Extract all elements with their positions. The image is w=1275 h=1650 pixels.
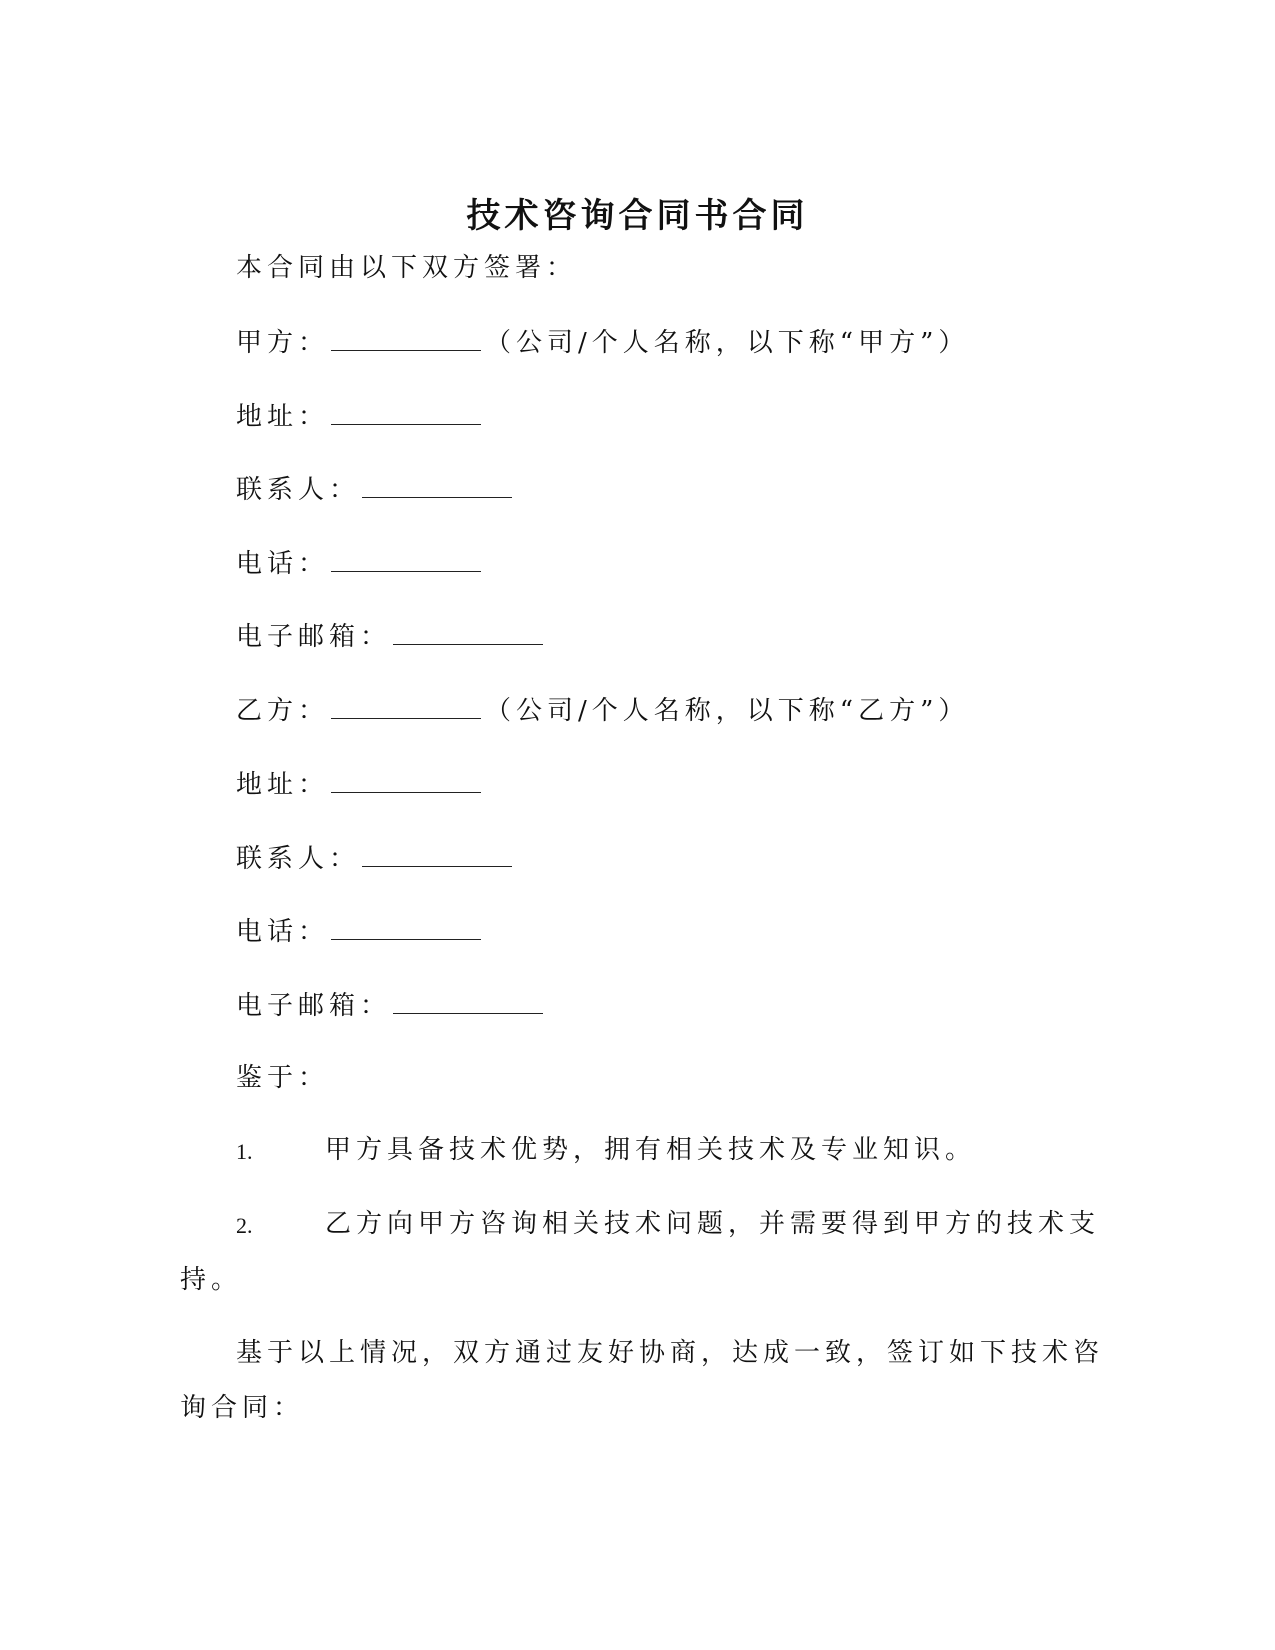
party-a-email-label: 电子邮箱： bbox=[236, 622, 392, 652]
whereas-item-1-text: 甲方具备技术优势，拥有相关技术及专业知识。 bbox=[325, 1135, 977, 1165]
party-b-name-row bbox=[236, 690, 969, 729]
party-a-phone-row bbox=[236, 543, 485, 582]
party-b-contact-label: 联系人： bbox=[236, 844, 361, 874]
party-b-address-label: 地址： bbox=[236, 770, 330, 800]
whereas-item-2-text-line1: 乙方向甲方咨询相关技术问题，并需要得到甲方的技术支 bbox=[325, 1209, 1101, 1239]
party-a-contact-label: 联系人： bbox=[236, 475, 361, 505]
party-a-address-row bbox=[236, 396, 485, 435]
conclusion-line-2: 询合同： bbox=[180, 1393, 305, 1423]
party-a-contact-row bbox=[236, 469, 516, 508]
party-a-phone-label: 电话： bbox=[236, 549, 330, 579]
party-a-address-blank[interactable] bbox=[331, 396, 481, 425]
party-b-address-row bbox=[236, 764, 485, 803]
party-b-phone-label: 电话： bbox=[236, 917, 330, 947]
whereas-label: 鉴于： bbox=[236, 1063, 330, 1093]
party-b-name-blank[interactable] bbox=[331, 690, 481, 719]
party-a-name-note: （公司/个人名称，以下称“甲方”） bbox=[485, 328, 970, 358]
party-b-phone-row bbox=[236, 911, 485, 950]
party-a-address-label: 地址： bbox=[236, 402, 330, 432]
party-b-email-label: 电子邮箱： bbox=[236, 991, 392, 1021]
party-a-name-blank[interactable] bbox=[331, 322, 481, 351]
whereas-item-1-number: 1. bbox=[236, 1139, 253, 1164]
party-b-name-note: （公司/个人名称，以下称“乙方”） bbox=[485, 696, 970, 726]
party-a-name-row bbox=[236, 322, 969, 361]
document-title: 技术咨询合同书合同 bbox=[466, 196, 809, 236]
party-b-phone-blank[interactable] bbox=[331, 911, 481, 940]
party-b-address-blank[interactable] bbox=[331, 764, 481, 793]
whereas-item-2-number: 2. bbox=[236, 1213, 253, 1238]
party-a-name-label: 甲方： bbox=[236, 328, 330, 358]
party-b-email-row bbox=[236, 985, 547, 1024]
conclusion-line-1: 基于以上情况，双方通过友好协商，达成一致，签订如下技术咨 bbox=[236, 1338, 1105, 1368]
party-b-contact-blank[interactable] bbox=[362, 838, 512, 867]
party-a-contact-blank[interactable] bbox=[362, 469, 512, 498]
party-a-email-row bbox=[236, 616, 547, 655]
party-a-phone-blank[interactable] bbox=[331, 543, 481, 572]
whereas-item-2-text-line2: 持。 bbox=[180, 1265, 243, 1295]
party-b-contact-row bbox=[236, 838, 516, 877]
party-b-name-label: 乙方： bbox=[236, 696, 330, 726]
intro-text: 本合同由以下双方签署： bbox=[236, 253, 578, 283]
party-a-email-blank[interactable] bbox=[393, 616, 543, 645]
party-b-email-blank[interactable] bbox=[393, 985, 543, 1014]
